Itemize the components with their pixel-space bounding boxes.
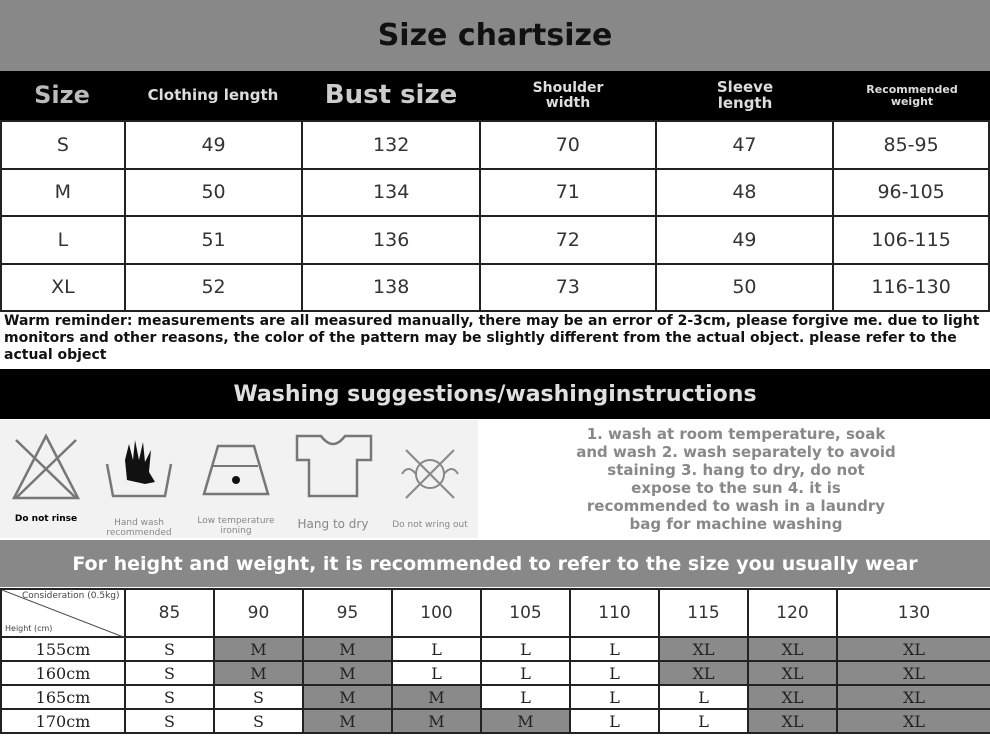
height-weight-title: For height and weight, it is recommended to refer to the size you usually wear <box>72 552 918 575</box>
table-row <box>1 661 990 685</box>
size-cell: L <box>392 637 481 661</box>
size-cell: L <box>659 709 748 733</box>
size-cell: XL <box>748 637 837 661</box>
height-cell: 170cm <box>1 709 125 733</box>
cell-clothing-length: 51 <box>125 216 303 264</box>
cell-bust: 132 <box>302 121 480 169</box>
care-label: Hand wash recommended <box>106 518 172 538</box>
height-weight-banner <box>0 540 990 587</box>
size-cell: XL <box>837 685 990 709</box>
header-sleeve-length: Sleeve length <box>716 77 774 112</box>
do-not-wring-icon <box>390 430 470 502</box>
size-cell: S <box>214 709 303 733</box>
corner-cell <box>1 589 125 637</box>
care-label: Hang to dry <box>297 517 369 531</box>
weight-header: 115 <box>659 589 748 637</box>
low-temp-iron-icon <box>196 430 276 502</box>
size-cell: L <box>570 661 659 685</box>
weight-header: 120 <box>748 589 837 637</box>
care-item-low-temp-iron <box>190 426 282 536</box>
cell-sleeve: 47 <box>656 121 834 169</box>
weight-header: 95 <box>303 589 392 637</box>
weight-header: 105 <box>481 589 570 637</box>
size-cell: L <box>659 685 748 709</box>
size-cell: L <box>392 661 481 685</box>
cell-weight: 116-130 <box>833 264 989 312</box>
cell-clothing-length: 52 <box>125 264 303 312</box>
size-cell: XL <box>659 637 748 661</box>
cell-size: XL <box>1 264 125 312</box>
care-label: Low temperature ironing <box>197 516 275 536</box>
hang-to-dry-icon <box>293 430 373 502</box>
weight-header: 130 <box>837 589 990 637</box>
table-row <box>1 169 989 217</box>
table-row <box>1 637 990 661</box>
cell-clothing-length: 50 <box>125 169 303 217</box>
warm-reminder: Warm reminder: measurements are all measured manually, there may be an error of 2-3cm, please forgive me. due to light monitors and other reasons, the color of the pattern may be slightly different from the actual object. please refer to the actual object <box>4 313 980 363</box>
cell-bust: 136 <box>302 216 480 264</box>
corner-weight-label: Consideration (0.5kg) <box>22 591 120 601</box>
instructions-text: 1. wash at room temperature, soak and wash 2. wash separately to avoid staining 3. hang to dry, do not expose to the sun 4. it is recommended to wash in a laundry bag for machine washing <box>576 425 896 533</box>
size-cell: M <box>481 709 570 733</box>
cell-size: L <box>1 216 125 264</box>
cell-bust: 138 <box>302 264 480 312</box>
cell-sleeve: 48 <box>656 169 834 217</box>
care-item-hand-wash <box>93 426 185 536</box>
size-cell: S <box>125 709 214 733</box>
weight-header: 85 <box>125 589 214 637</box>
size-cell: L <box>481 637 570 661</box>
table-row <box>1 709 990 733</box>
height-cell: 155cm <box>1 637 125 661</box>
weight-header-row <box>1 589 990 637</box>
header-shoulder-width: Shoulder width <box>532 79 604 111</box>
size-cell: M <box>303 709 392 733</box>
size-cell: L <box>570 685 659 709</box>
size-cell: S <box>125 685 214 709</box>
header-recommended-weight: Recommended weight <box>866 82 958 108</box>
height-cell: 160cm <box>1 661 125 685</box>
size-cell: L <box>570 637 659 661</box>
title-banner <box>0 0 990 71</box>
cell-sleeve: 49 <box>656 216 834 264</box>
cell-size: M <box>1 169 125 217</box>
table-row <box>1 216 989 264</box>
size-cell: XL <box>659 661 748 685</box>
size-cell: XL <box>837 709 990 733</box>
size-cell: M <box>303 661 392 685</box>
care-item-do-not-rinse <box>0 426 92 536</box>
corner-height-label: Height (cm) <box>5 624 53 633</box>
size-cell: S <box>125 661 214 685</box>
table-row <box>1 685 990 709</box>
care-item-hang-to-dry <box>287 426 379 536</box>
size-cell: S <box>214 685 303 709</box>
size-cell: S <box>125 637 214 661</box>
cell-weight: 106-115 <box>833 216 989 264</box>
cell-bust: 134 <box>302 169 480 217</box>
header-clothing-length: Clothing length <box>147 85 279 104</box>
size-cell: XL <box>837 637 990 661</box>
hand-wash-icon <box>99 430 179 502</box>
do-not-rinse-icon <box>6 430 86 502</box>
size-table-header <box>0 71 990 120</box>
cell-weight: 96-105 <box>833 169 989 217</box>
size-cell: XL <box>748 661 837 685</box>
header-bust-size: Bust size <box>324 79 458 110</box>
height-weight-table <box>0 588 990 734</box>
table-row <box>1 121 989 169</box>
care-item-do-not-wring <box>384 426 476 536</box>
size-cell: M <box>303 685 392 709</box>
cell-size: S <box>1 121 125 169</box>
size-table <box>0 120 990 312</box>
size-cell: XL <box>748 685 837 709</box>
page-title: Size chartsize <box>377 18 613 53</box>
washing-instructions <box>482 420 990 538</box>
header-size: Size <box>34 80 90 109</box>
washing-title: Washing suggestions/washinginstructions <box>233 381 757 407</box>
size-cell: L <box>481 685 570 709</box>
size-cell: M <box>392 709 481 733</box>
height-cell: 165cm <box>1 685 125 709</box>
cell-shoulder: 73 <box>480 264 656 312</box>
cell-sleeve: 50 <box>656 264 834 312</box>
size-cell: M <box>303 637 392 661</box>
weight-header: 110 <box>570 589 659 637</box>
weight-header: 100 <box>392 589 481 637</box>
size-cell: M <box>214 661 303 685</box>
size-cell: XL <box>748 709 837 733</box>
size-cell: XL <box>837 661 990 685</box>
washing-banner <box>0 369 990 419</box>
table-row <box>1 264 989 312</box>
cell-weight: 85-95 <box>833 121 989 169</box>
care-icons-panel <box>0 420 478 538</box>
weight-header: 90 <box>214 589 303 637</box>
size-cell: M <box>214 637 303 661</box>
care-label: Do not wring out <box>392 520 468 530</box>
size-cell: M <box>392 685 481 709</box>
cell-shoulder: 70 <box>480 121 656 169</box>
care-label: Do not rinse <box>14 514 78 524</box>
cell-shoulder: 71 <box>480 169 656 217</box>
cell-clothing-length: 49 <box>125 121 303 169</box>
size-cell: L <box>481 661 570 685</box>
cell-shoulder: 72 <box>480 216 656 264</box>
size-cell: L <box>570 709 659 733</box>
